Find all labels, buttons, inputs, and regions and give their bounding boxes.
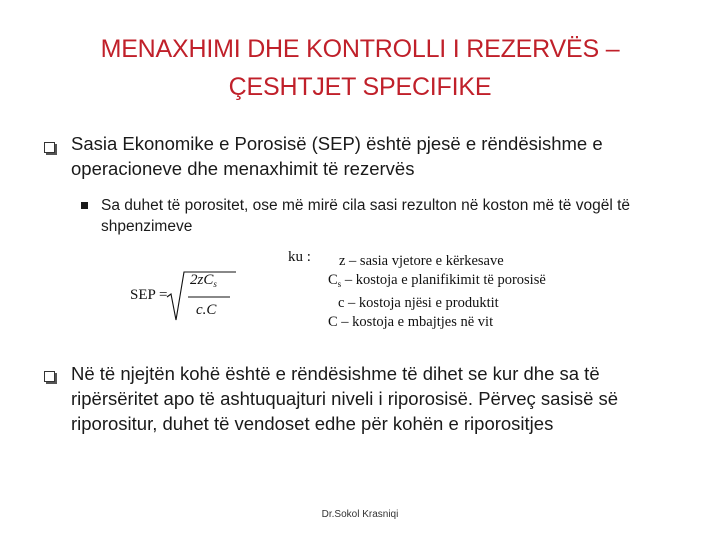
sub-bullet-text: Sa duhet të porositet, ose më mirë cila sasi rezulton në koston më të vogël të shpenzimeve	[101, 197, 630, 235]
bullet-marker-2	[44, 371, 55, 382]
legend-item-z: z – sasia vjetore e kërkesave	[339, 253, 504, 269]
formula-lhs: SEP =	[130, 287, 168, 303]
slide-title	[40, 30, 680, 106]
legend-item-c: c – kostoja njësi e produktit	[338, 295, 499, 311]
formula-legend	[328, 252, 588, 332]
bullet-text-2: Në të njejtën kohë është e rëndësishme të dihet se kur dhe sa të ripërsëritet apo të ashtuquajturi niveli i riporosisë. Përveç sasisë së riporositur, duhet të vendoset edhe për kohën e riporositjes	[71, 363, 619, 434]
sub-bullet-marker	[81, 202, 88, 209]
bullet-text-1: Sasia Ekonomike e Porosisë (SEP) është pjesë e rëndësishme e operacioneve dhe menaxhimit të rezervës	[71, 133, 603, 179]
legend-item-cs: $C_s$ – kostoja e planifikimit të porosisë	[328, 272, 546, 289]
legend-label: ku :	[288, 249, 311, 265]
slide-title-line1: MENAXHIMI DHE KONTROLLI I REZERVËS –	[100, 35, 620, 63]
legend-item-big-c: C – kostoja e mbajtjes në vit	[328, 314, 494, 330]
square-root-sign	[130, 268, 240, 328]
formula-denominator: c.C	[196, 302, 217, 318]
footer-author: Dr.Sokol Krasniqi	[321, 509, 399, 520]
bullet-marker-1	[44, 142, 55, 153]
formula-numerator: $2zC_s$	[190, 272, 217, 289]
slide-title-line2: ÇESHTJET SPECIFIKE	[228, 73, 492, 101]
sep-formula	[130, 268, 240, 328]
